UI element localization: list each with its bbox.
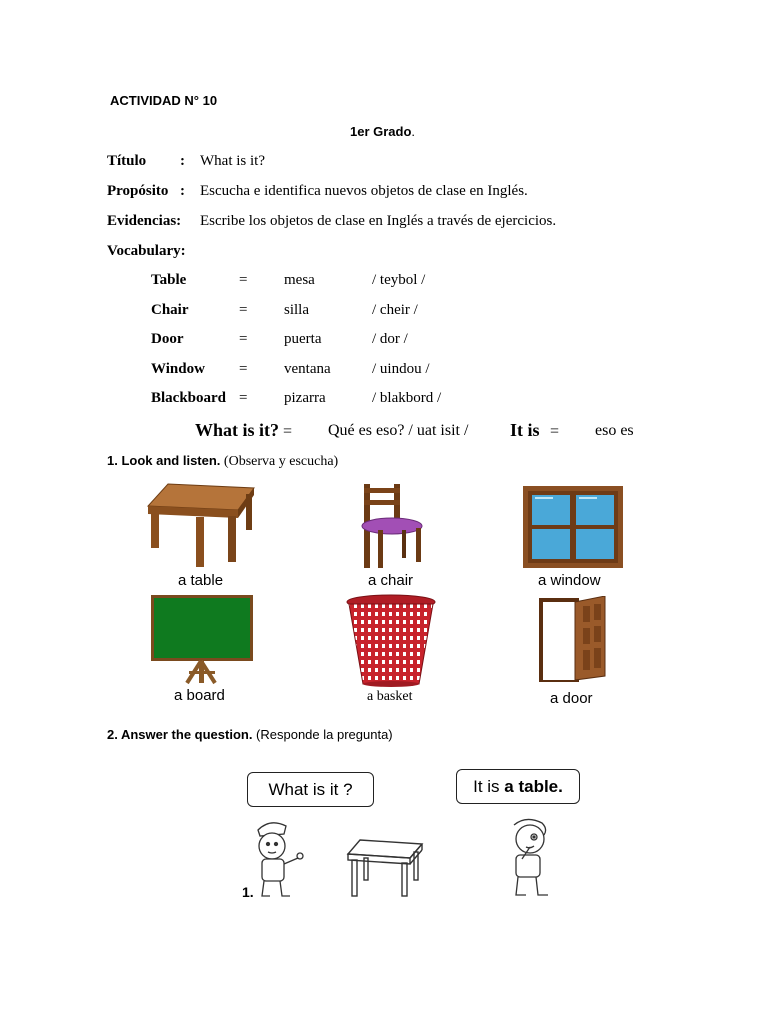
table-icon [146,482,258,570]
vocab-pronunciation: / blakbord / [372,390,442,406]
phrase-question: What is it? [195,420,280,440]
vocab-equals: = [239,390,248,406]
vocab-pronunciation: / cheir / [372,302,418,318]
chair-icon [358,482,428,570]
answer-prefix: It is [473,777,505,796]
vocab-english: Blackboard [151,390,227,406]
caption-door: a door [550,690,593,707]
caption-table: a table [178,572,224,589]
vocab-english: Table [151,272,187,288]
evidence-label: Evidencias: [107,213,182,229]
vocab-equals: = [239,361,248,377]
vocab-row-blackboard [151,390,551,410]
section-1-title: 1. Look and listen. [107,453,221,468]
activity-title: ACTIVIDAD N° 10 [110,93,218,108]
grade-label [350,124,415,139]
title-label: Título [107,153,147,169]
grade-suffix: . [411,124,416,139]
vocab-spanish: silla [284,302,309,318]
vocab-spanish: mesa [284,272,315,288]
phrase-row [195,420,655,444]
board-icon [151,595,253,685]
section-2-title: 2. Answer the question. [107,727,253,742]
section-1-subtitle: (Observa y escucha) [220,454,339,469]
boy-answering-icon [504,815,556,901]
answer-bold: a table. [504,777,563,796]
answer-bubble [456,769,580,804]
vocab-spanish: ventana [284,361,331,377]
title-value: What is it? [200,153,265,169]
basket-icon [345,594,437,688]
vocab-english: Door [151,331,184,347]
vocab-row-door [151,331,551,351]
title-colon: : [180,153,185,169]
caption-board: a board [174,687,225,704]
evidence-value: Escribe los objetos de clase en Inglés a través de ejercicios. [200,213,557,229]
caption-chair: a chair [368,572,414,589]
vocab-english: Chair [151,302,189,318]
vocab-spanish: pizarra [284,390,326,406]
phrase-translation: Qué es eso? / uat isit / [328,422,469,439]
vocab-row-table [151,272,551,292]
vocab-english: Window [151,361,205,377]
section-1-heading [107,453,338,470]
vocabulary-heading: Vocabulary: [107,243,186,259]
exercise-number: 1. [242,884,254,900]
vocab-equals: = [239,272,248,288]
section-2-heading [107,727,393,742]
door-icon [539,596,609,684]
phrase-answer: It is [510,420,540,440]
section-2-subtitle: (Responde la pregunta) [252,727,393,742]
vocab-spanish: puerta [284,331,322,347]
vocab-pronunciation: / uindou / [372,361,430,377]
table-drawing-icon [346,838,424,898]
caption-window: a window [538,572,601,589]
phrase-answer-translation: eso es [595,422,634,439]
vocab-pronunciation: / dor / [372,331,408,347]
vocab-equals: = [239,331,248,347]
purpose-colon: : [180,183,185,199]
vocab-row-chair [151,302,551,322]
grade-text: 1er Grado [350,124,412,139]
purpose-label: Propósito [107,183,169,199]
phrase-equals-2: = [550,423,560,440]
window-icon [523,486,623,568]
question-bubble: What is it ? [247,772,374,807]
vocab-pronunciation: / teybol / [372,272,426,288]
boy-asking-icon [250,818,310,900]
phrase-equals: = [283,423,293,440]
vocab-row-window [151,361,551,381]
vocab-equals: = [239,302,248,318]
caption-basket: a basket [367,689,413,704]
purpose-value: Escucha e identifica nuevos objetos de clase en Inglés. [200,183,528,199]
